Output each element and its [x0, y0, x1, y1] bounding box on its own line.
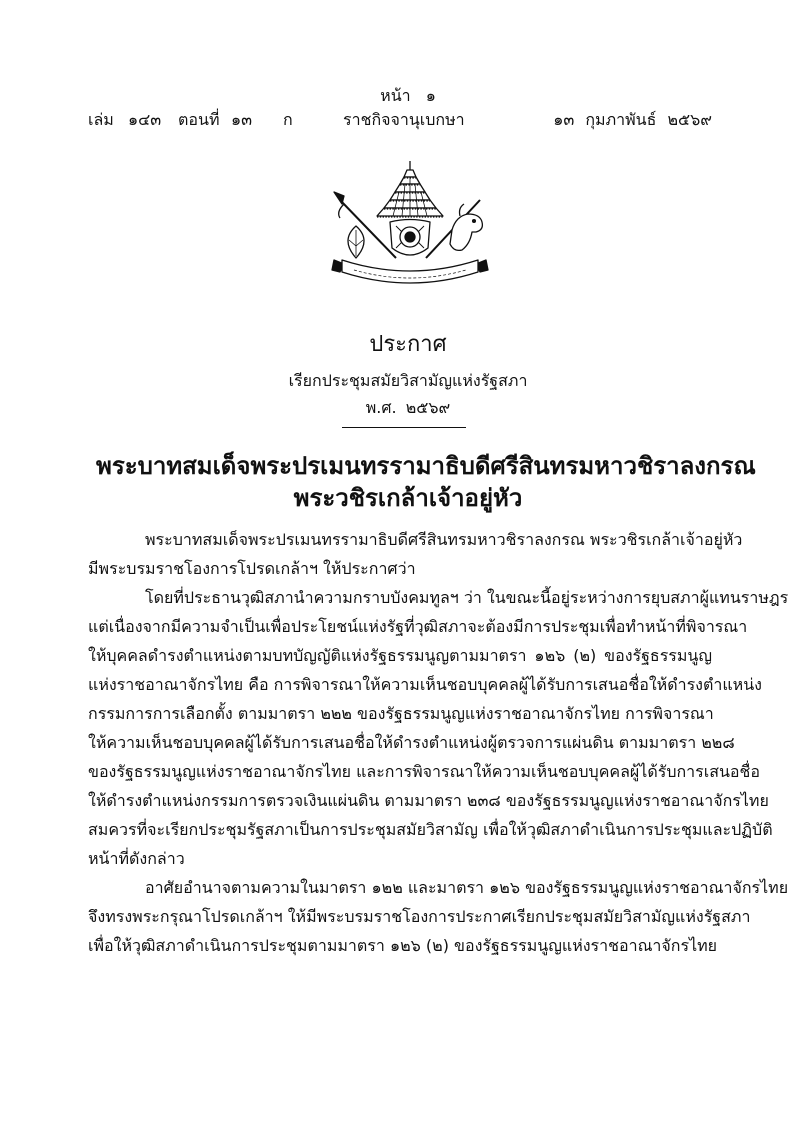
body-line: แต่เนื่องจากมีความจำเป็นเพื่อประโยชน์แห่งรัฐที่วุฒิสภาจะต้องมีการประชุมเพื่อทำหน้าที่พิจารณา	[88, 617, 748, 636]
body-line: ให้บุคคลดำรงตำแหน่งตามบทบัญญัติแห่งรัฐธรรมนูญตามมาตรา ๑๒๖ (๒) ของรัฐธรรมนูญ	[88, 646, 712, 665]
volume-label: เล่ม	[88, 110, 114, 129]
royal-title-line: พระวชิรเกล้าเจ้าอยู่หัว	[293, 484, 523, 512]
section-part: ก	[283, 110, 293, 129]
body-line: มีพระบรมราชโองการโปรดเกล้าฯ ให้ประกาศว่า	[88, 559, 416, 578]
royal-emblem-icon	[330, 160, 490, 290]
body-line: โดยที่ประธานวุฒิสภานำความกราบบังคมทูลฯ ว่า ในขณะนี้อยู่ระหว่างการยุบสภาผู้แทนราษฎร	[145, 588, 789, 607]
body-line: พระบาทสมเด็จพระปรเมนทรรามาธิบดีศรีสินทรมหาวชิราลงกรณ พระวชิรเกล้าเจ้าอยู่หัว	[145, 530, 743, 549]
body-line: สมควรที่จะเรียกประชุมรัฐสภาเป็นการประชุมสมัยวิสามัญ เพื่อให้วุฒิสภาดำเนินการประชุมและปฏิบัติ	[88, 820, 773, 839]
announcement-subject: เรียกประชุมสมัยวิสามัญแห่งรัฐสภา	[288, 371, 528, 390]
body-line: จึงทรงพระกรุณาโปรดเกล้าฯ ให้มีพระบรมราชโองการประกาศเรียกประชุมสมัยวิสามัญแห่งรัฐสภา	[88, 907, 751, 926]
page-number: หน้า ๑	[380, 86, 436, 105]
body-line: กรรมการการเลือกตั้ง ตามมาตรา ๒๒๒ ของรัฐธรรมนูญแห่งราชอาณาจักรไทย การพิจารณา	[88, 704, 714, 723]
body-line: แห่งราชอาณาจักรไทย คือ การพิจารณาให้ความเห็นชอบบุคคลผู้ได้รับการเสนอชื่อให้ดำรงตำแหน่ง	[88, 675, 762, 694]
announcement-year: พ.ศ. ๒๕๖๙	[365, 398, 451, 417]
emblem-left-staff	[334, 192, 396, 258]
section-number: ๑๓	[231, 110, 253, 129]
gazette-name: ราชกิจจานุเบกษา	[343, 110, 465, 129]
announcement-heading: ประกาศ	[369, 332, 447, 357]
body-line: หน้าที่ดังกล่าว	[88, 849, 185, 868]
royal-title	[96, 450, 756, 514]
section-label: ตอนที่	[178, 110, 220, 129]
body-line: เพื่อให้วุฒิสภาดำเนินการประชุมตามมาตรา ๑๒๖ (๒) ของรัฐธรรมนูญแห่งราชอาณาจักรไทย	[88, 936, 718, 955]
body-line: ให้ความเห็นชอบบุคคลผู้ได้รับการเสนอชื่อให้ดำรงตำแหน่งผู้ตรวจการแผ่นดิน ตามมาตรา ๒๒๘	[88, 733, 735, 752]
emblem-right-creature	[450, 214, 482, 250]
body-line: ให้ดำรงตำแหน่งกรรมการตรวจเงินแผ่นดิน ตามมาตรา ๒๓๘ ของรัฐธรรมนูญแห่งราชอาณาจักรไทย	[88, 791, 769, 810]
body-line: อาศัยอำนาจตามความในมาตรา ๑๒๒ และมาตรา ๑๒๖ ของรัฐธรรมนูญแห่งราชอาณาจักรไทย	[145, 878, 789, 897]
volume-number: ๑๔๓	[128, 110, 162, 129]
emblem-banner	[332, 260, 488, 283]
royal-title-line: พระบาทสมเด็จพระปรเมนทรรามาธิบดีศรีสินทรมหาวชิราลงกรณ	[96, 452, 756, 480]
title-divider	[342, 427, 466, 428]
body-line: ของรัฐธรรมนูญแห่งราชอาณาจักรไทย และการพิจารณาให้ความเห็นชอบบุคคลผู้ได้รับการเสนอชื่อ	[88, 762, 760, 781]
publication-date: ๑๓ กุมภาพันธ์ ๒๕๖๙	[553, 110, 712, 129]
announcement-body	[88, 525, 789, 960]
